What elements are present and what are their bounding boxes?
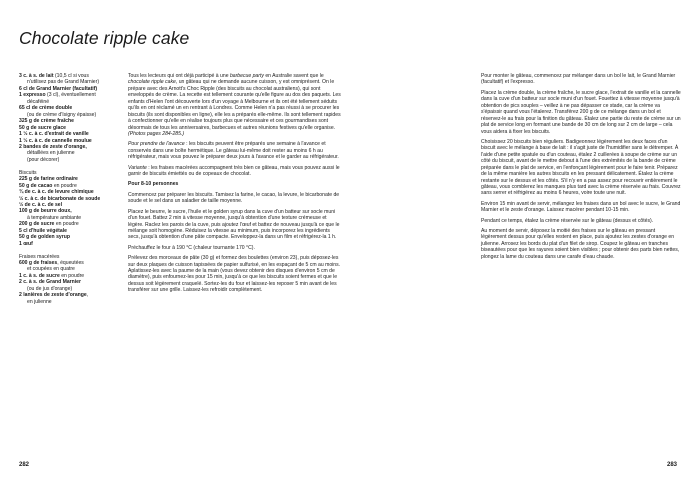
ingredient-line: décaféiné: [27, 98, 50, 105]
page-number-right: 283: [667, 462, 678, 468]
ingredient-line: 600 g de fraises, équeutées: [19, 260, 84, 267]
ingredient-line: 1 œuf: [19, 240, 33, 247]
method-column-right: [481, 73, 681, 264]
ingredient-line: 1 c. à s. de sucre en poudre: [19, 272, 85, 279]
ingredient-line: 50 g de golden syrup: [19, 234, 70, 241]
ingredient-line: 2 bandes de zeste d'orange,: [19, 143, 87, 150]
ingredient-line: ¾ de c. à c. de levure chimique: [19, 189, 94, 196]
method-step: Choisissez 20 biscuits bien réguliers. Badigeonnez légèrement les deux faces d'un biscuit avec le mélange à base de lait : il s'agit juste de l'humidifier sans le détremper. À l'aide d'une petite spatule ou d'un couteau, étalez 2 cuillerées à soupe de crème sur un côté du biscuit, avant de le mettre debout à l'une des extrémités de la bande de crème préparée dans le plat de service, en l'enfonçant légèrement pour le faire tenir. Préparez de la même manière les autres biscuits en les pressant délicatement. Étalez la crème restante sur le dessus et les côtés. S'il n'y en a pas assez pour recouvrir entièrement le gâteau, vous comblerez les manques plus tard avec la crème réservée au frais. Couvrez sans serrer et réfrigérez au moins 6 heures, voire toute une nuit.: [481, 138, 681, 197]
ingredient-line: ½ de c. à c. de sel: [19, 202, 63, 208]
ingredient-line: 65 cl de crème double: [19, 105, 73, 112]
ingredient-line: en julienne: [27, 298, 52, 305]
ingredients-biscuits: [19, 176, 119, 247]
ingredients-main: [19, 73, 119, 163]
ingredient-line: (ou de crème d'Isigny épaisse): [27, 111, 97, 118]
ingredient-line: 6 cl de Grand Marnier (facultatif): [19, 85, 98, 92]
method-step: Pour monter le gâteau, commencez par mélanger dans un bol le lait, le Grand Marnier (facultatif) et l'expresso.: [481, 73, 676, 86]
ingredient-line: 5 cl d'huile végétale: [19, 227, 67, 234]
ingredient-line: 1 expresso (3 cl), éventuellement: [19, 92, 96, 99]
servings: Pour 8-10 personnes: [128, 181, 179, 188]
ingredient-line: détaillées en julienne: [27, 150, 75, 157]
ingredient-line: 225 g de farine ordinaire: [19, 176, 78, 183]
ingredients-column: [19, 73, 119, 305]
variant-paragraph: Variante : les fraises macérées accompagnent très bien ce gâteau, mais vous pouvez aussi le garnir de biscuits émiettés ou de copeaux de chocolat.: [128, 164, 340, 178]
ingredient-line: (ou de jus d'orange): [27, 285, 73, 292]
ingredient-line: 100 g de beurre doux,: [19, 208, 72, 215]
ingredient-line: (pour décorer): [27, 156, 60, 163]
method-step: Prélevez des morceaux de pâte (30 g) et formez des boulettes (environ 23), puis déposez-les sur deux plaques de cuisson tapissées de papier sulfurisé, en les espaçant de 5 cm au moins. Aplatissez-les avec la paume de la main (vous devez obtenir des disques d'environ 5 cm de diamètre), puis enfournez-les pour 15 min, jusqu'à ce que les biscuits soient fermes et que le dessus soit légèrement craquelé. Sortez-les du four et laissez-les reposer 5 min avant de les transférer sur une grille. Laissez-les refroidir complètement.: [128, 255, 341, 294]
ingredient-line: 3 c. à s. de lait (10,5 cl si vous: [19, 73, 89, 79]
ingredient-line: 325 g de crème fraîche: [19, 118, 74, 125]
method-step: Pendant ce temps, étalez la crème réservée sur le gâteau (dessus et côtés).: [481, 217, 654, 224]
ingredient-line: n'utilisez pas de Grand Marnier): [27, 79, 100, 86]
method-step: Préchauffez le four à 190 °C (chaleur tournante 170 °C).: [128, 244, 255, 251]
page-number-left: 282: [19, 462, 30, 468]
fraises-heading: Fraises macérées: [19, 253, 60, 260]
intro-paragraph: Tous les lecteurs qui ont déjà participé à une barbecue party en Australie savent que le chocolate ripple cake, un gâteau qui ne demande aucune cuisson, y est omniprésent. On le prépare avec des Arnott's Choc Ripple (des biscuits au chocolat australiens), qui sont enveloppés de crème. La recette est tellement courante qu'elle figure au dos des paquets. Les enfants d'Helen l'ont découverte lors d'un voyage à Melbourne et ils ont été tellement séduits qu'ils en ont réclamé un en rentrant à Londres. Comme Helen n'a pas réussi à se procurer les biscuits (ils sont disponibles en ligne), elle les a préparés elle-même. Ils sont tellement rapides à confectionner qu'elle en réalise toujours plus que nécessaire et ces gourmandises sont désormais de tous les anniversaires, barbecues et autres réunions festives qu'elle organise. (Photos pages 284-285.): [128, 73, 341, 138]
ingredient-line: et coupées en quatre: [27, 266, 75, 273]
ingredient-line: ½ c. à c. de bicarbonate de soude: [19, 195, 101, 202]
biscuits-heading: Biscuits: [19, 169, 37, 176]
recipe-title: Chocolate ripple cake: [19, 28, 190, 48]
method-step: Commencez par préparer les biscuits. Tamisez la farine, le cacao, la levure, le bicarbonate de soude et le sel dans un saladier de taille moyenne.: [128, 191, 340, 205]
ingredients-fraises: [19, 260, 119, 305]
ingredient-line: à température ambiante: [27, 214, 82, 221]
method-step: Placez la crème double, la crème fraîche, le sucre glace, l'extrait de vanille et la cannelle dans la cuve d'un batteur sur socle muni d'un fouet. Fouettez à vitesse moyenne jusqu'à obtention de pics souples – veillez à ne pas dépasser ce stade, car la crème va s'épaissir quand vous l'étalerez. Transférez 200 g de ce mélange dans un bol et réservez-le au frais pour la finition du gâteau. Étalez une partie du reste de crème sur un plat de service long en formant une bande de 30 cm de long sur 2 cm de large – cela vous aidera à fixer les biscuits.: [481, 89, 681, 135]
ingredient-line: 2 lanières de zeste d'orange,: [19, 292, 89, 299]
method-step: Placez le beurre, le sucre, l'huile et le golden syrup dans la cuve d'un batteur sur socle muni d'un fouet. Battez 2 min à vitesse moyenne, jusqu'à obtention d'une texture crémeuse et légère. Raclez les parois de la cuve, puis ajoutez l'œuf et battez de nouveau jusqu'à ce que le mélange soit homogène. Réduisez la vitesse au minimum, puis incorporez les ingrédients secs, jusqu'à obtention d'une pâte compacte. Enveloppez-la dans un film et réfrigérez-la 1 h.: [128, 208, 340, 241]
make-ahead-paragraph: Pour prendre de l'avance : les biscuits peuvent être préparés une semaine à l'avance et conservés dans une boîte hermétique. Le gâteau lui-même doit rester au moins 6 h au réfrigérateur, mais vous pouvez le préparer deux jours à l'avance et le garder au réfrigérateur.: [128, 141, 339, 161]
method-column-left: [128, 73, 343, 298]
method-step: Environ 15 min avant de servir, mélangez les fraises dans un bol avec le sucre, le Grand Marnier et le zeste d'orange. Laissez macérer pendant 10-15 min.: [481, 200, 681, 214]
ingredient-line: 200 g de sucre en poudre: [19, 221, 79, 228]
ingredient-line: 2 c. à s. de Grand Marnier: [19, 279, 81, 286]
method-step: Au moment de servir, déposez la moitié des fraises sur le gâteau en pressant légèrement dessus pour qu'elles restent en place, puis ajoutez les zestes d'orange en julienne. Arrosez les bords du plat d'un filet de sirop. Coupez le gâteau en tranches biseautées pour que les rayures soient bien visibles ; pour obtenir des parts bien nettes, plongez la lame du couteau dans une carafe d'eau chaude.: [481, 227, 680, 260]
ingredient-line: 50 g de cacao en poudre: [19, 182, 77, 189]
ingredient-line: 1 ½ c. à c. de cannelle moulue: [19, 137, 92, 144]
ingredient-line: 50 g de sucre glace: [19, 124, 67, 131]
ingredient-line: 1 ½ c. à c. d'extrait de vanille: [19, 131, 89, 138]
